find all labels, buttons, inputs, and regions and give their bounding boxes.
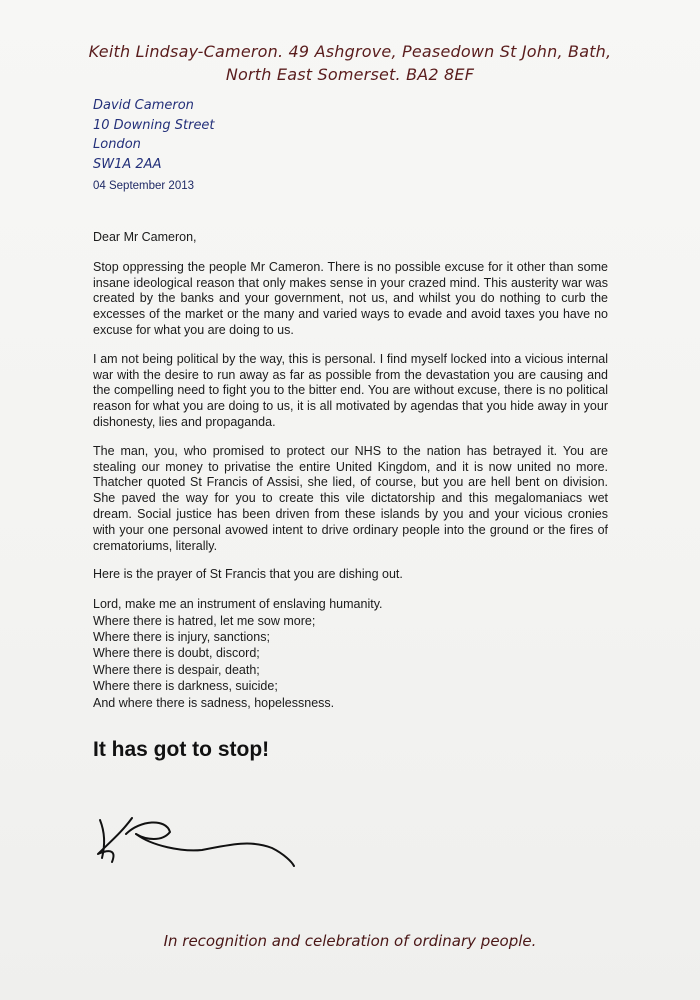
footer-motto: In recognition and celebration of ordinary people.: [163, 932, 537, 950]
prayer-line: Lord, make me an instrument of enslaving humanity.: [93, 597, 383, 612]
letterhead-line-2: North East Somerset. BA2 8EF: [225, 65, 475, 84]
salutation: Dear Mr Cameron,: [93, 230, 197, 244]
handwritten-signature: [92, 812, 302, 882]
letter-date: 04 September 2013: [93, 180, 195, 192]
paragraph: I am not being political by the way, this is personal. I find myself locked into a vicious internal war with the desire to run away as far as possible from the devastation you are causing and the compelling need to fight you to the bitter end. You are without excuse, there is no political reason for what you are doing to us, it is all motivated by agendas that you hide away in your dishonesty, lies and propaganda.: [93, 351, 608, 429]
prayer-line: Where there is doubt, discord;: [93, 646, 260, 661]
prayer: [93, 596, 608, 711]
closing-statement: It has got to stop!: [93, 738, 270, 761]
recipient-postcode: SW1A 2AA: [93, 156, 162, 172]
recipient-city: London: [93, 137, 141, 152]
paragraph: Here is the prayer of St Francis that you are dishing out.: [93, 567, 403, 582]
recipient-street: 10 Downing Street: [93, 117, 215, 133]
prayer-line: Where there is hatred, let me sow more;: [93, 613, 316, 628]
prayer-line: Where there is despair, death;: [93, 662, 260, 677]
letterhead: [0, 40, 700, 86]
prayer-line: Where there is darkness, suicide;: [93, 679, 278, 694]
letter-body: [93, 230, 608, 711]
prayer-line: And where there is sadness, hopelessness.: [93, 695, 335, 710]
paragraph: Stop oppressing the people Mr Cameron. There is no possible excuse for it other than some insane ideological reason that only makes sense in your crazed mind. This austerity war was created by the banks and your government, not us, and whilst you do nothing to curb the excesses of the market or the many and varied ways to evade and avoid taxes you have no excuse for what you are doing to us.: [93, 259, 608, 337]
prayer-line: Where there is injury, sanctions;: [93, 629, 270, 644]
recipient-name: David Cameron: [93, 98, 194, 113]
recipient-address: [93, 96, 215, 174]
letterhead-line-1: Keith Lindsay-Cameron. 49 Ashgrove, Peasedown St John, Bath,: [88, 42, 612, 61]
paragraph: The man, you, who promised to protect our NHS to the nation has betrayed it. You are stealing our money to privatise the entire United Kingdom, and it is now united no more. Thatcher quoted St Francis of Assisi, she lied, of course, but you are hell bent on division. She paved the way for you to create this vile dictatorship and this megalomaniacs wet dream. Social justice has been driven from these islands by you and your vicious cronies with your one personal avowed intent to drive ordinary people into the ground or the fires of crematoriums, literally.: [93, 443, 608, 553]
